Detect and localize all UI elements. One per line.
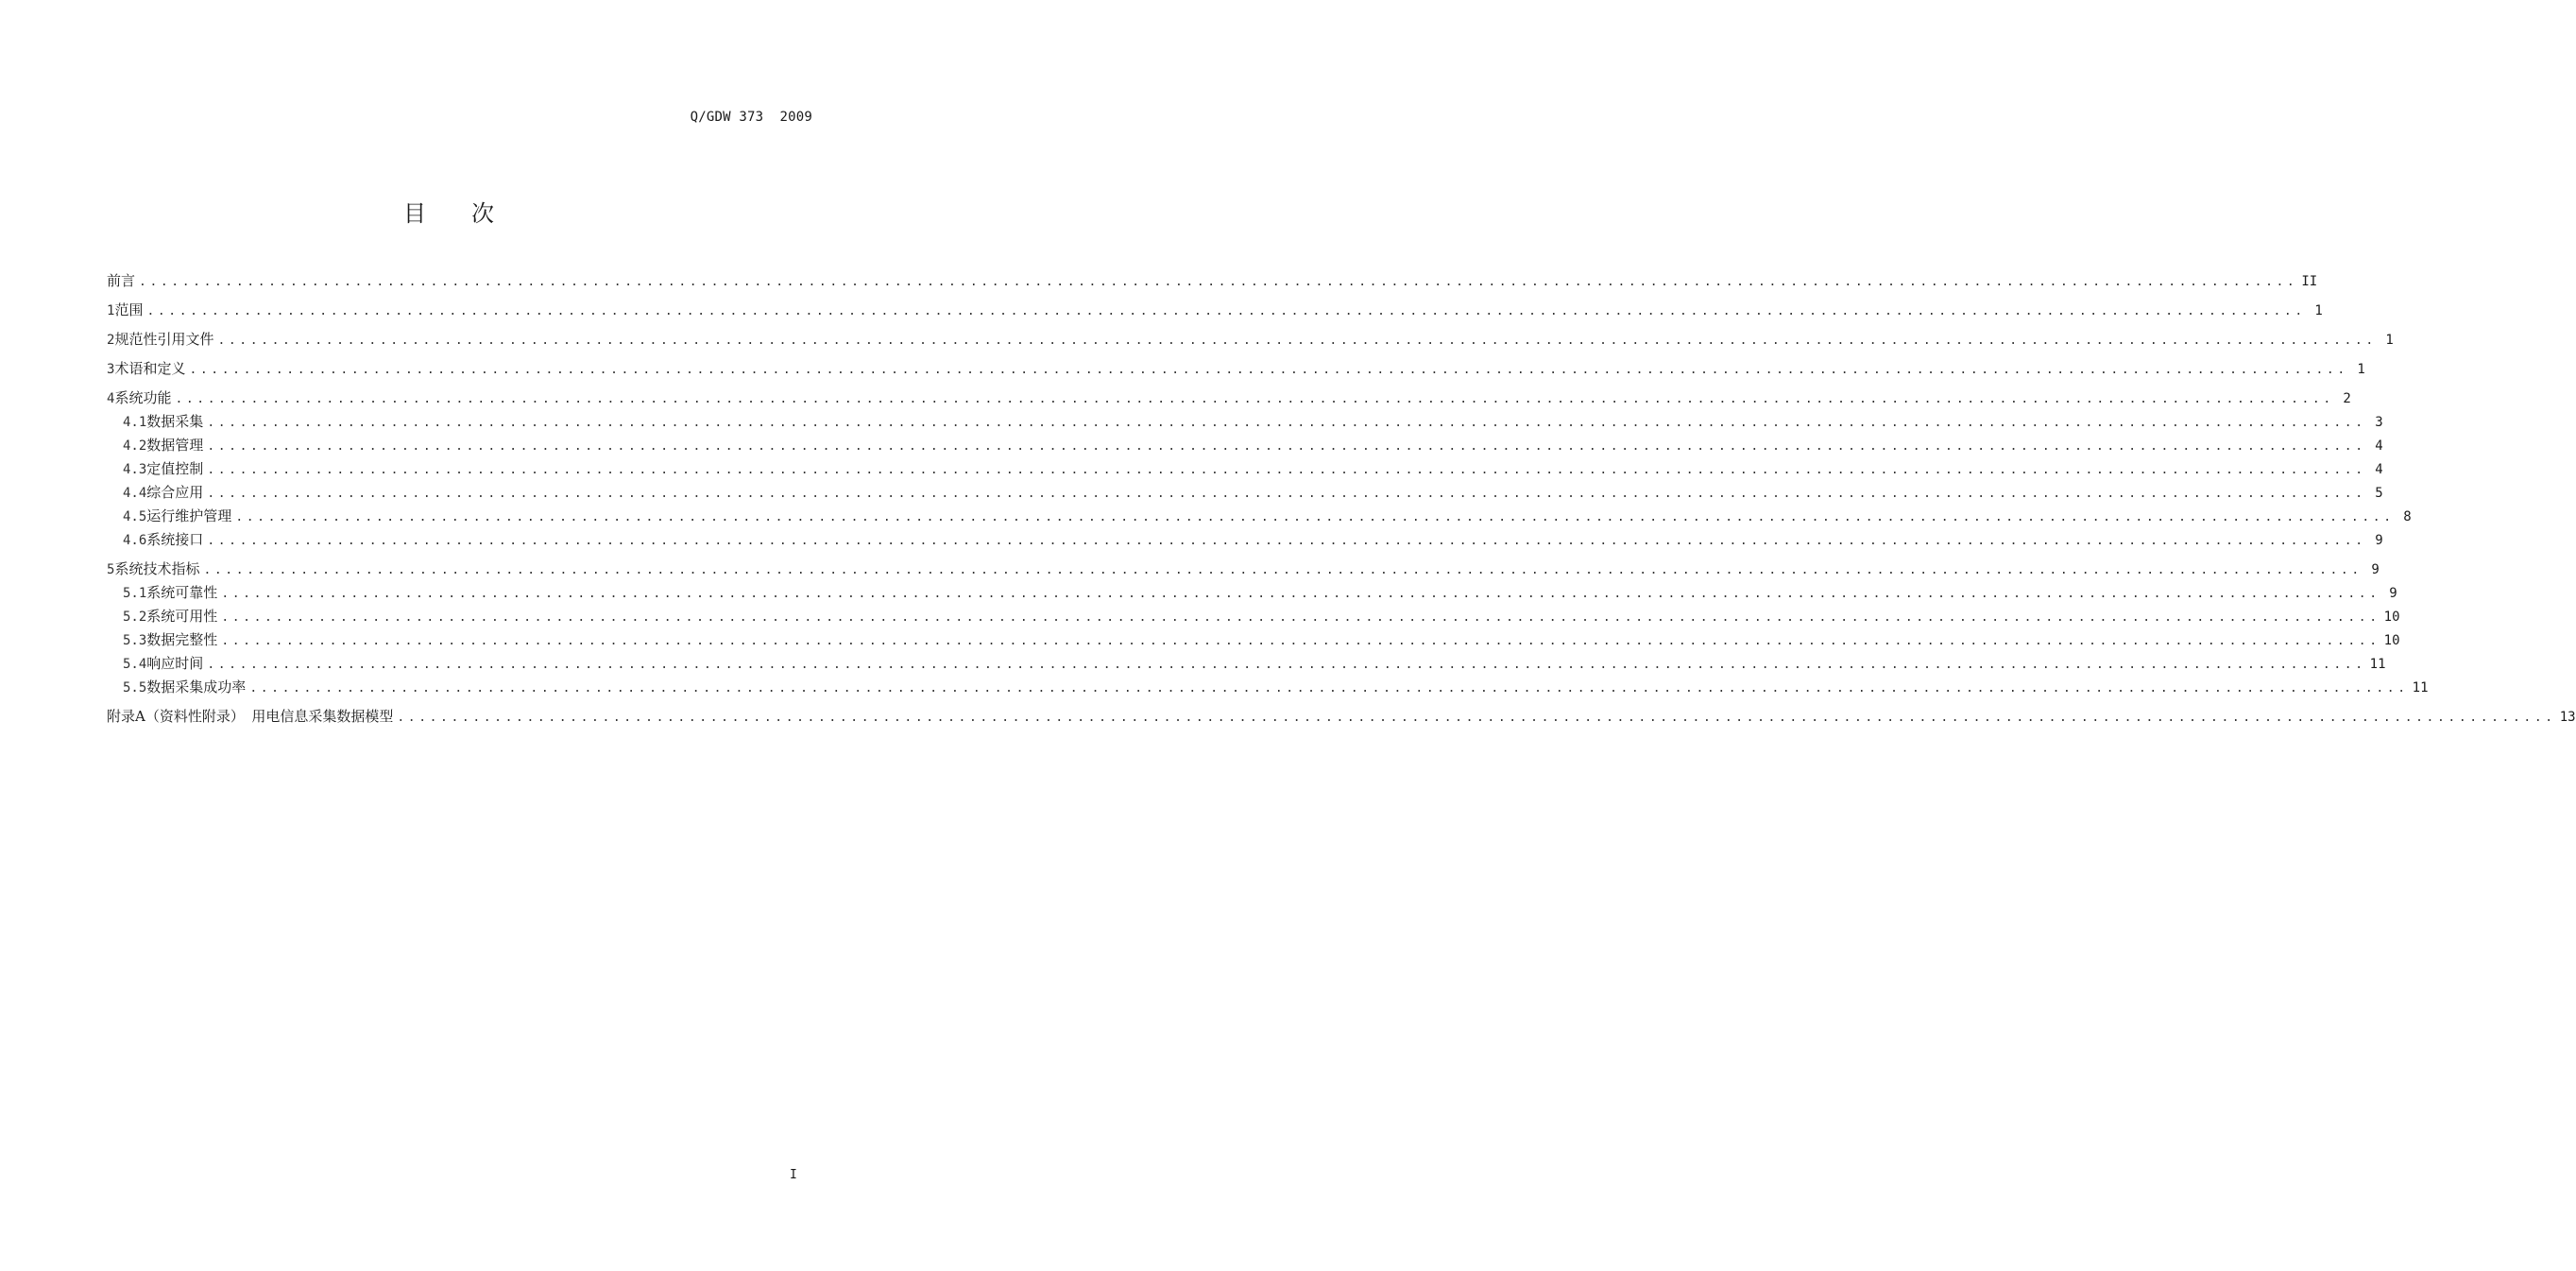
- toc-entry[interactable]: [107, 434, 2383, 457]
- toc-entry[interactable]: [107, 652, 2386, 676]
- toc-entry-page: II: [2301, 274, 2318, 289]
- toc-entry[interactable]: [107, 328, 2394, 352]
- table-of-contents: [107, 269, 2576, 729]
- toc-entry-title: 规范性引用文件: [114, 331, 214, 348]
- toc-entry-number: 3: [107, 362, 115, 377]
- toc-entry-title: 前言: [107, 272, 136, 289]
- toc-leader-dots: ........................................................................................................................................................................................................: [207, 534, 2366, 548]
- toc-entry[interactable]: [107, 299, 2323, 322]
- toc-entry[interactable]: [107, 581, 2397, 605]
- toc-entry-page: 13: [2559, 710, 2576, 725]
- toc-entry-title: 系统可用性: [146, 608, 218, 625]
- toc-entry-title: 附录A（资料性附录） 用电信息采集数据模型: [107, 708, 394, 725]
- toc-entry[interactable]: [107, 528, 2383, 552]
- toc-entry-page: 11: [2369, 657, 2386, 672]
- toc-entry-title: 数据采集成功率: [146, 678, 247, 696]
- toc-entry-title: 运行维护管理: [146, 507, 232, 524]
- toc-entry-page: 1: [2385, 333, 2394, 348]
- toc-entry-number: 2: [107, 333, 115, 348]
- toc-entry-number: 5.3: [123, 633, 147, 648]
- toc-entry[interactable]: [107, 457, 2383, 481]
- toc-entry[interactable]: [107, 505, 2412, 528]
- toc-leader-dots: ........................................................................................................................................................................................................: [221, 610, 2380, 625]
- toc-entry[interactable]: [107, 481, 2383, 505]
- toc-entry-page: 1: [2357, 362, 2365, 377]
- toc-entry[interactable]: [107, 558, 2380, 581]
- toc-entry-page: 3: [2375, 415, 2383, 430]
- toc-entry[interactable]: [107, 676, 2429, 699]
- toc-entry-number: 5.1: [123, 586, 147, 601]
- toc-entry-number: 4.5: [123, 509, 147, 524]
- toc-entry-page: 10: [2383, 610, 2400, 625]
- toc-entry-page: 1: [2314, 303, 2323, 318]
- toc-entry-title: 响应时间: [146, 655, 204, 672]
- toc-entry-page: 5: [2375, 486, 2383, 501]
- toc-entry-page: 2: [2343, 391, 2351, 406]
- toc-entry-number: 5: [107, 562, 115, 577]
- toc-entry-title: 系统技术指标: [114, 560, 200, 577]
- toc-entry[interactable]: [107, 357, 2365, 381]
- toc-entry-title: 数据采集: [146, 413, 204, 430]
- toc-entry[interactable]: [107, 269, 2318, 293]
- toc-leader-dots: ........................................................................................................................................................................................................: [207, 658, 2366, 672]
- toc-entry[interactable]: [107, 605, 2400, 628]
- toc-entry-page: 10: [2383, 633, 2400, 648]
- toc-entry-page: 11: [2412, 680, 2429, 696]
- toc-leader-dots: ........................................................................................................................................................................................................: [249, 681, 2409, 696]
- toc-entry-page: 9: [2389, 586, 2397, 601]
- toc-entry-number: 4.2: [123, 438, 147, 454]
- toc-leader-dots: ........................................................................................................................................................................................................: [235, 510, 2395, 524]
- toc-leader-dots: ........................................................................................................................................................................................................: [189, 363, 2348, 377]
- toc-entry-number: 5.2: [123, 610, 147, 625]
- toc-entry-number: 4.4: [123, 486, 147, 501]
- toc-entry-title: 定值控制: [146, 460, 204, 477]
- toc-leader-dots: ........................................................................................................................................................................................................: [397, 711, 2556, 725]
- toc-leader-dots: ........................................................................................................................................................................................................: [221, 634, 2380, 648]
- toc-leader-dots: ........................................................................................................................................................................................................: [175, 392, 2334, 406]
- toc-entry-page: 9: [2375, 533, 2383, 548]
- toc-entry-title: 数据完整性: [146, 631, 218, 648]
- toc-entry-page: 4: [2375, 462, 2383, 477]
- toc-entry[interactable]: [107, 705, 2576, 729]
- toc-entry-number: 5.4: [123, 657, 147, 672]
- toc-leader-dots: ........................................................................................................................................................................................................: [207, 463, 2366, 477]
- toc-leader-dots: ........................................................................................................................................................................................................: [146, 304, 2306, 318]
- toc-leader-dots: ........................................................................................................................................................................................................: [139, 275, 2298, 289]
- toc-entry-title: 范围: [114, 301, 144, 318]
- toc-entry-number: 4.3: [123, 462, 147, 477]
- toc-leader-dots: ........................................................................................................................................................................................................: [207, 439, 2366, 454]
- toc-entry-number: 1: [107, 303, 115, 318]
- toc-leader-dots: ........................................................................................................................................................................................................: [203, 563, 2363, 577]
- toc-entry-title: 术语和定义: [114, 360, 186, 377]
- toc-entry-number: 4.1: [123, 415, 147, 430]
- toc-entry[interactable]: [107, 386, 2351, 410]
- toc-leader-dots: ........................................................................................................................................................................................................: [207, 416, 2366, 430]
- toc-entry[interactable]: [107, 410, 2383, 434]
- page-number: I: [790, 1168, 797, 1182]
- toc-entry-page: 8: [2403, 509, 2412, 524]
- toc-entry-title: 系统可靠性: [146, 584, 218, 601]
- toc-leader-dots: ........................................................................................................................................................................................................: [221, 587, 2380, 601]
- toc-entry-number: 4: [107, 391, 115, 406]
- toc-entry-title: 数据管理: [146, 437, 204, 454]
- toc-leader-dots: ........................................................................................................................................................................................................: [207, 487, 2366, 501]
- toc-entry-number: 4.6: [123, 533, 147, 548]
- toc-entry-title: 系统功能: [114, 389, 172, 406]
- toc-entry-page: 9: [2371, 562, 2380, 577]
- document-code: Q/GDW 373 2009: [690, 110, 812, 125]
- page-title: 目次: [403, 200, 539, 227]
- toc-leader-dots: ........................................................................................................................................................................................................: [217, 334, 2377, 348]
- toc-entry[interactable]: [107, 628, 2400, 652]
- toc-entry-title: 综合应用: [146, 484, 204, 501]
- toc-entry-page: 4: [2375, 438, 2383, 454]
- toc-entry-title: 系统接口: [146, 531, 204, 548]
- toc-entry-number: 5.5: [123, 680, 147, 696]
